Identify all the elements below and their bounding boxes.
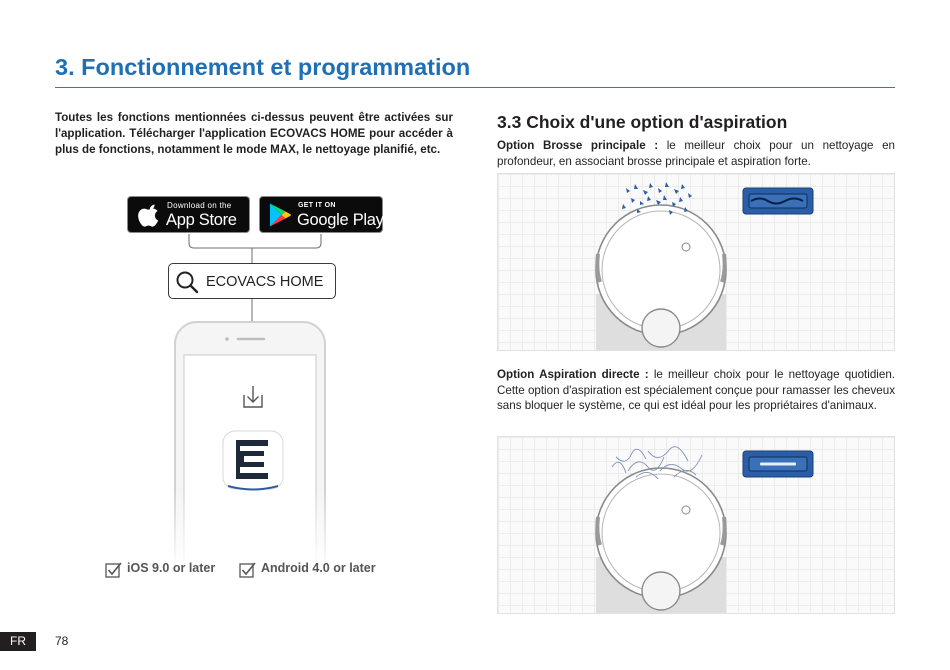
main-brush-illustration (497, 173, 895, 351)
option1-label: Option Brosse principale : (497, 139, 659, 152)
download-icon (240, 384, 266, 410)
robot-main-brush-image (498, 174, 895, 351)
page-number: 78 (55, 634, 69, 648)
option1-text: le meilleur choix pour un nettoyage en profondeur, en associant brosse principale et aspiration forte. (497, 139, 895, 168)
requirement-ios (105, 561, 230, 579)
search-text: ECOVACS HOME (206, 274, 324, 290)
search-icon (175, 270, 199, 294)
option2-description (497, 367, 895, 414)
search-box[interactable] (168, 263, 336, 299)
option2-label: Option Aspiration directe : (497, 368, 649, 381)
intro-text: Toutes les fonctions mentionnées ci-dessus peuvent être activées sur l'application. Télécharger l'application ECOVACS HOME pour accéder à plus de fonctions, notamment le mode MAX, le nettoyage planifié, etc. (55, 111, 453, 157)
option2-text: le meilleur choix pour le nettoyage quotidien. Cette option d'aspiration est spécialement conçue pour ramasser les cheveux sans bloquer le système, ce qui est idéal pour les propriétaires d'animaux. (497, 368, 895, 413)
app-store-label: App Store (166, 211, 237, 229)
language-tab: FR (0, 632, 36, 651)
app-icon-label: HOME (242, 482, 264, 489)
google-play-caption: GET IT ON (298, 202, 336, 209)
requirement-ios-text: iOS 9.0 or later (127, 561, 216, 575)
option1-description (497, 138, 895, 169)
app-store-caption: Download on the (167, 201, 232, 210)
ecovacs-app-icon (222, 430, 284, 492)
checkbox-icon (239, 562, 256, 578)
requirement-android-text: Android 4.0 or later (261, 561, 376, 575)
robot-direct-suction-image (498, 437, 895, 614)
section-subtitle: 3.3 Choix d'une option d'aspiration (497, 112, 788, 132)
direct-suction-illustration (497, 436, 895, 614)
page-title: 3. Fonctionnement et programmation (55, 54, 471, 80)
requirement-android (239, 561, 389, 579)
google-play-label: Google Play (297, 211, 384, 229)
checkbox-icon (105, 562, 122, 578)
